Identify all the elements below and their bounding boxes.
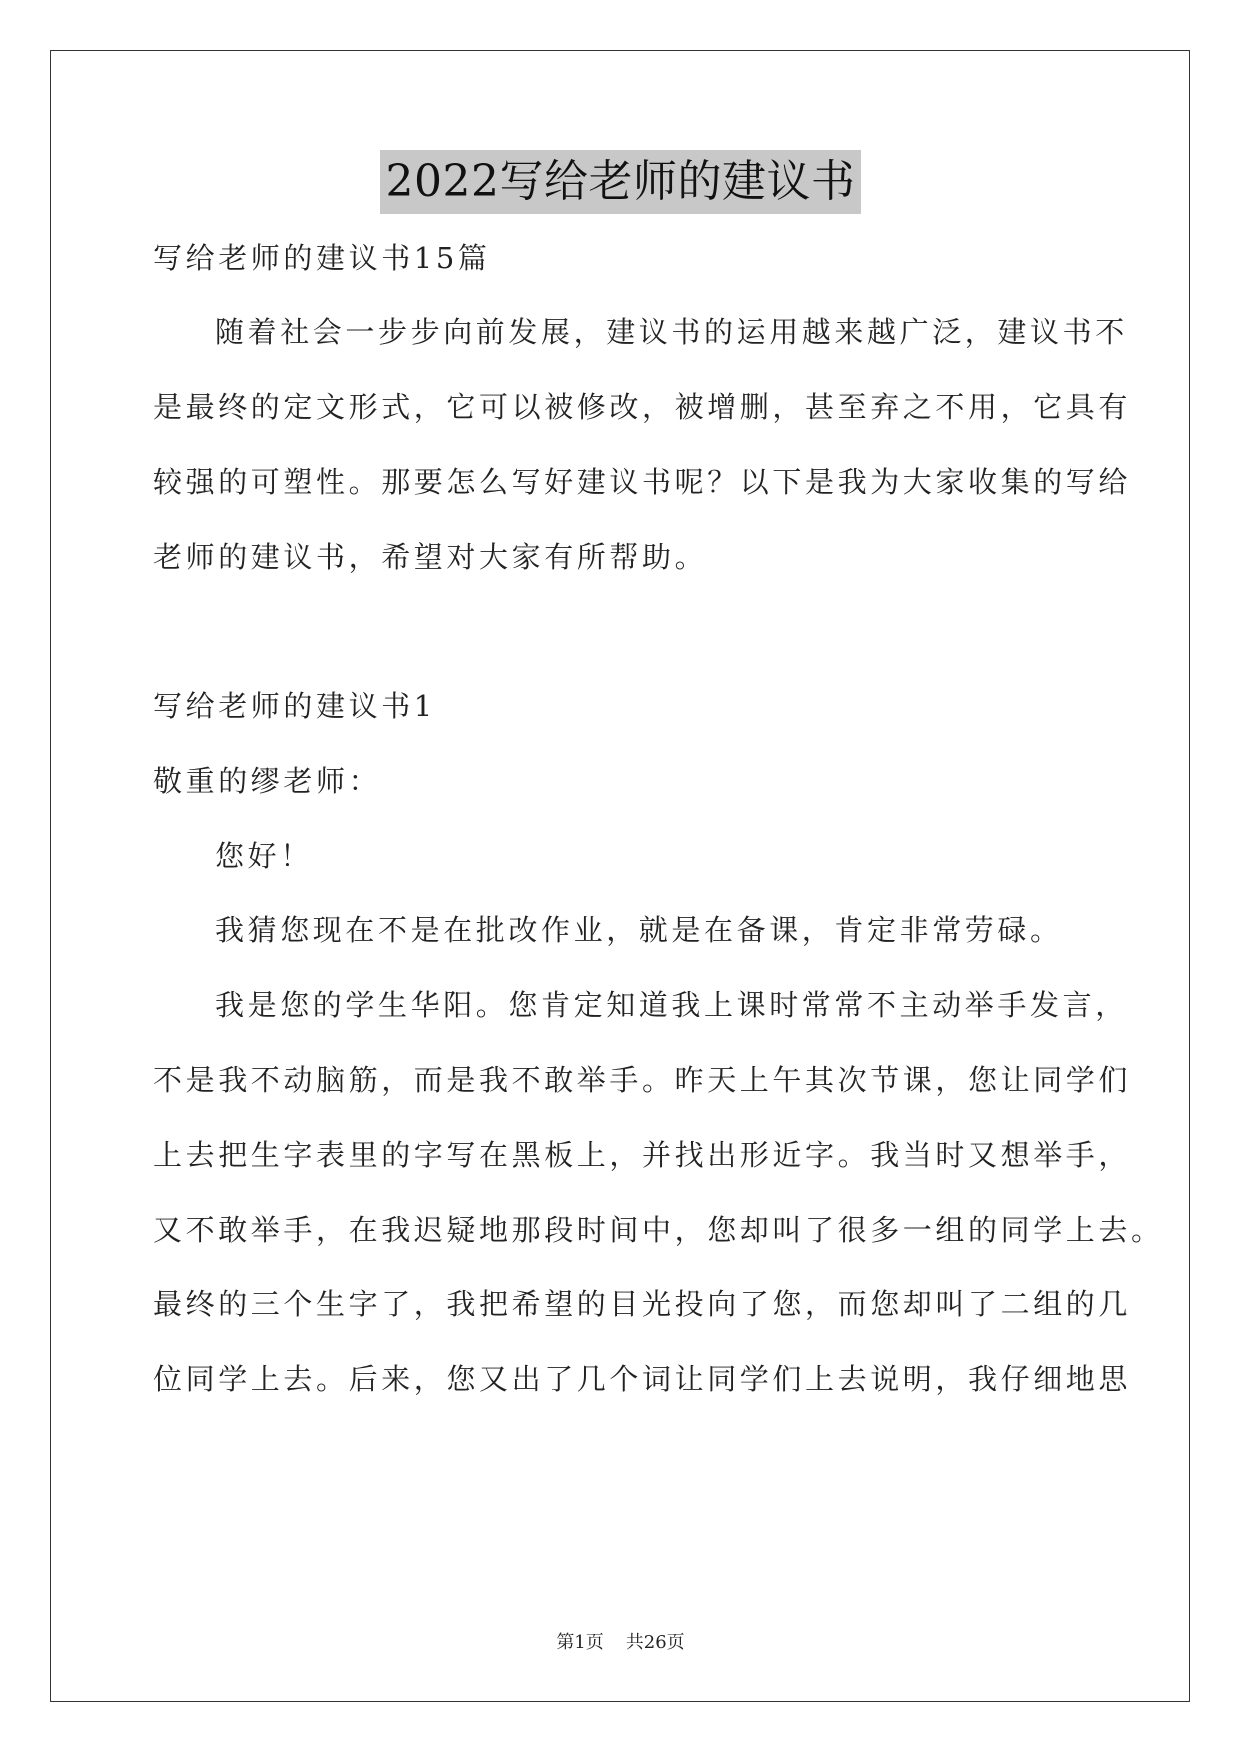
- subtitle-line: 写给老师的建议书15篇: [153, 241, 491, 275]
- body-line: 较强的可塑性。那要怎么写好建议书呢？以下是我为大家收集的写给: [153, 465, 1132, 499]
- page-border: [50, 50, 1190, 1702]
- body-line: 我猜您现在不是在批改作业，就是在备课，肯定非常劳碌。: [215, 913, 1063, 947]
- document-title: 2022写给老师的建议书: [380, 150, 862, 214]
- body-line: 是最终的定文形式，它可以被修改，被增删，甚至弃之不用，它具有: [153, 390, 1132, 424]
- body-line: 最终的三个生字了，我把希望的目光投向了您，而您却叫了二组的几: [153, 1287, 1132, 1321]
- page-number: 第1页: [556, 1632, 604, 1653]
- body-line: 随着社会一步步向前发展，建议书的运用越来越广泛，建议书不: [215, 315, 1128, 349]
- page-total: 共26页: [625, 1632, 685, 1653]
- page-footer: [0, 1631, 1241, 1655]
- body-line: 上去把生字表里的字写在黑板上，并找出形近字。我当时又想举手，: [153, 1138, 1132, 1172]
- body-line: 老师的建议书，希望对大家有所帮助。: [153, 540, 708, 574]
- greeting-line: 您好！: [215, 839, 313, 873]
- salutation-line: 敬重的缪老师：: [153, 764, 382, 798]
- body-line: 我是您的学生华阳。您肯定知道我上课时常常不主动举手发言，: [215, 988, 1128, 1022]
- section-heading: 写给老师的建议书1: [153, 689, 436, 723]
- title-container: [0, 150, 1241, 214]
- body-line: 不是我不动脑筋，而是我不敢举手。昨天上午其次节课，您让同学们: [153, 1063, 1132, 1097]
- body-line: 位同学上去。后来，您又出了几个词让同学们上去说明，我仔细地思: [153, 1362, 1132, 1396]
- body-line: 又不敢举手，在我迟疑地那段时间中，您却叫了很多一组的同学上去。: [153, 1213, 1164, 1247]
